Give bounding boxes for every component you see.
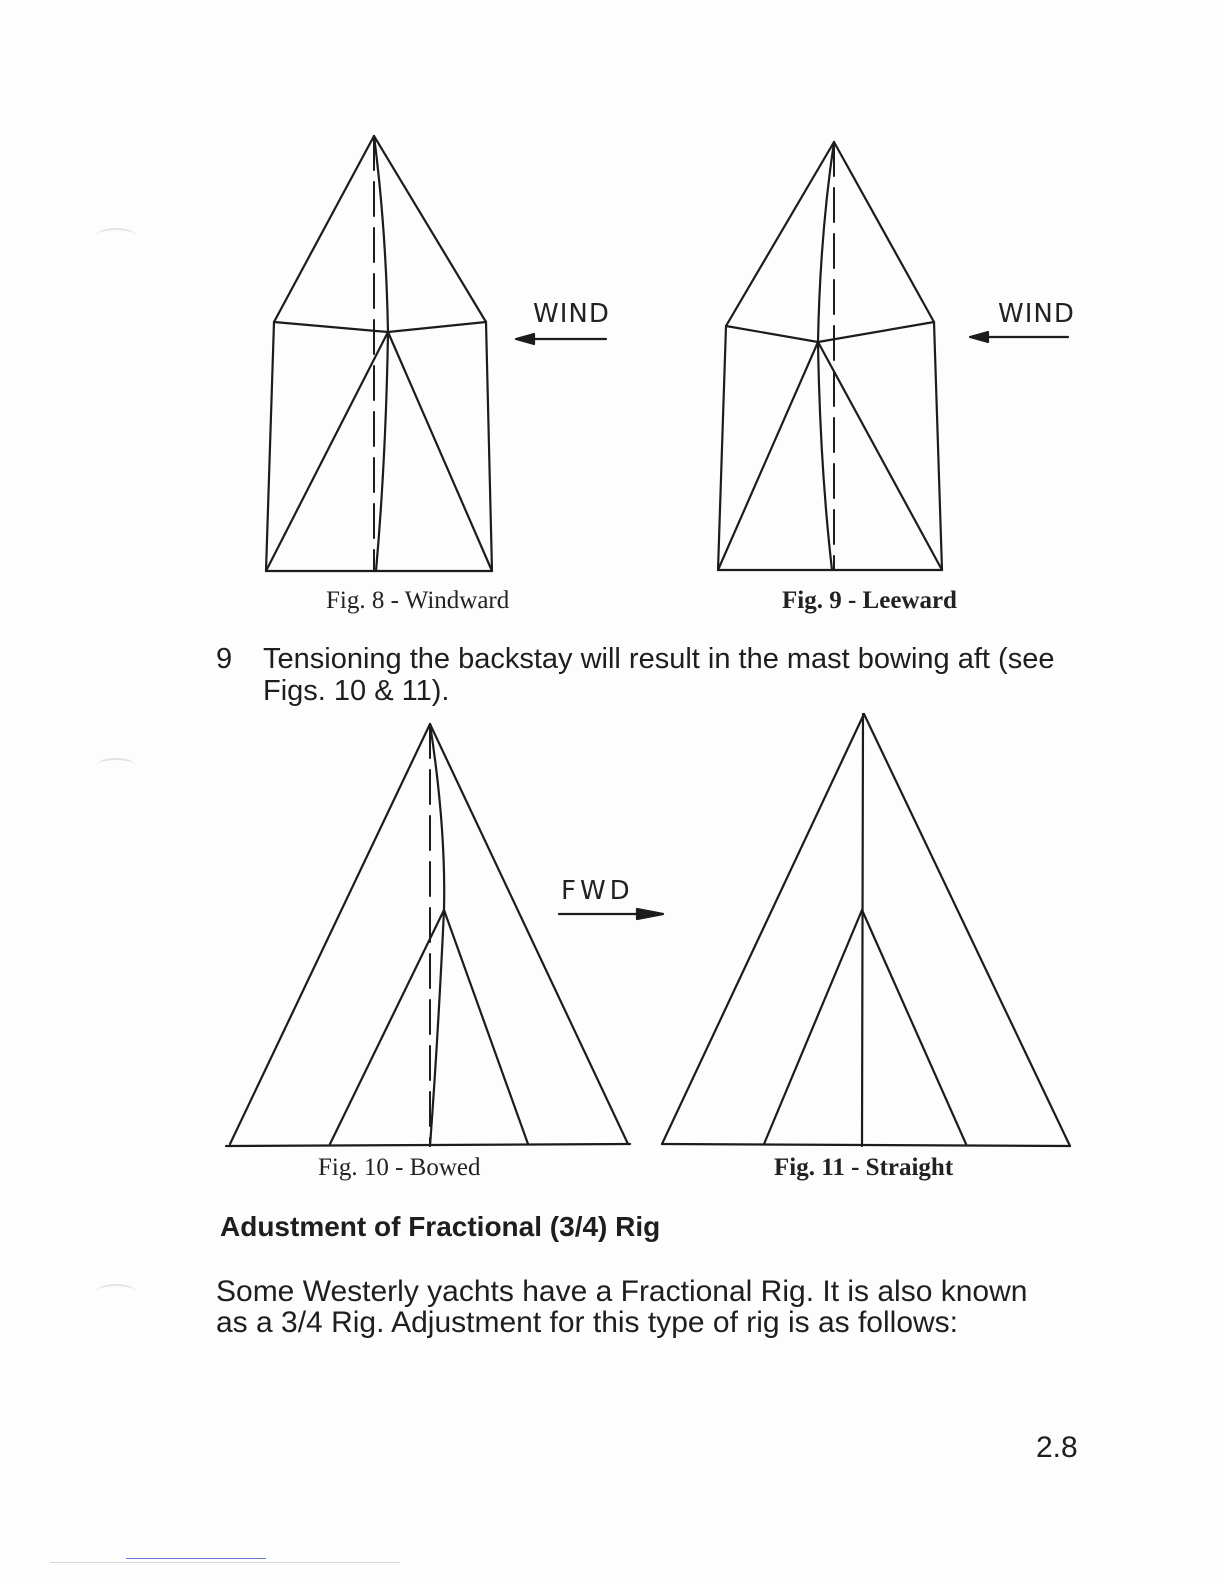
fig10-fwd-arrow — [557, 907, 667, 921]
punch-hole-mark — [96, 1284, 136, 1300]
fig9-outline — [718, 142, 942, 570]
fig11-backstay-right — [864, 714, 1070, 1146]
fig9-lower-shroud-right — [818, 342, 942, 570]
fig9-wind-label: WIND — [998, 299, 1075, 329]
fig11-straight-mast — [862, 714, 863, 1146]
bottom-divider — [126, 1558, 266, 1559]
fig10-forestay-left — [230, 724, 430, 1144]
fig11-forestay-left — [662, 714, 864, 1144]
fig9-leeward-diagram — [714, 136, 954, 576]
bottom-divider — [50, 1562, 400, 1563]
fig8-wind-arrow — [514, 332, 610, 346]
fig10-backstay-right — [430, 724, 628, 1144]
fig10-caption: Fig. 10 - Bowed — [318, 1154, 481, 1181]
fig10-inner-stay-right — [444, 910, 528, 1144]
punch-hole-mark — [96, 758, 136, 774]
fig9-lower-shroud-left — [718, 342, 818, 570]
fig8-wind-label: WIND — [533, 299, 610, 329]
fig8-spreader-line — [274, 322, 486, 332]
fig10-fwd-label: FWD — [561, 876, 634, 906]
step-text: Tensioning the backstay will result in the mast bowing aft (see Figs. 10 & 11). — [263, 643, 1055, 707]
fig8-lower-shroud-right — [388, 332, 492, 571]
page-number: 2.8 — [1036, 1431, 1078, 1464]
step-number: 9 — [216, 643, 233, 675]
fig8-caption: Fig. 8 - Windward — [326, 587, 510, 614]
fig11-inner-stay-left — [764, 910, 862, 1144]
fig11-straight-diagram — [658, 710, 1074, 1150]
section-paragraph: Some Westerly yachts have a Fractional Rig. It is also known as a 3/4 Rig. Adjustment for this type of rig is as follows: — [216, 1275, 1028, 1339]
fig9-spreader-line — [726, 322, 934, 342]
fig10-bowed-diagram — [224, 718, 634, 1154]
fig8-windward-diagram — [262, 128, 502, 580]
fig8-lower-shroud-left — [266, 332, 388, 571]
fig11-base-line — [662, 1144, 1070, 1146]
punch-hole-mark — [96, 228, 136, 244]
fig11-caption: Fig. 11 - Straight — [774, 1154, 954, 1181]
fig9-caption: Fig. 9 - Leeward — [782, 587, 957, 614]
fig11-inner-stay-right — [862, 910, 966, 1144]
fig10-inner-stay-left — [330, 910, 444, 1144]
section-heading: Adustment of Fractional (3/4) Rig — [220, 1211, 661, 1242]
fig10-base-line — [226, 1144, 630, 1146]
fig9-wind-arrow — [968, 330, 1072, 344]
